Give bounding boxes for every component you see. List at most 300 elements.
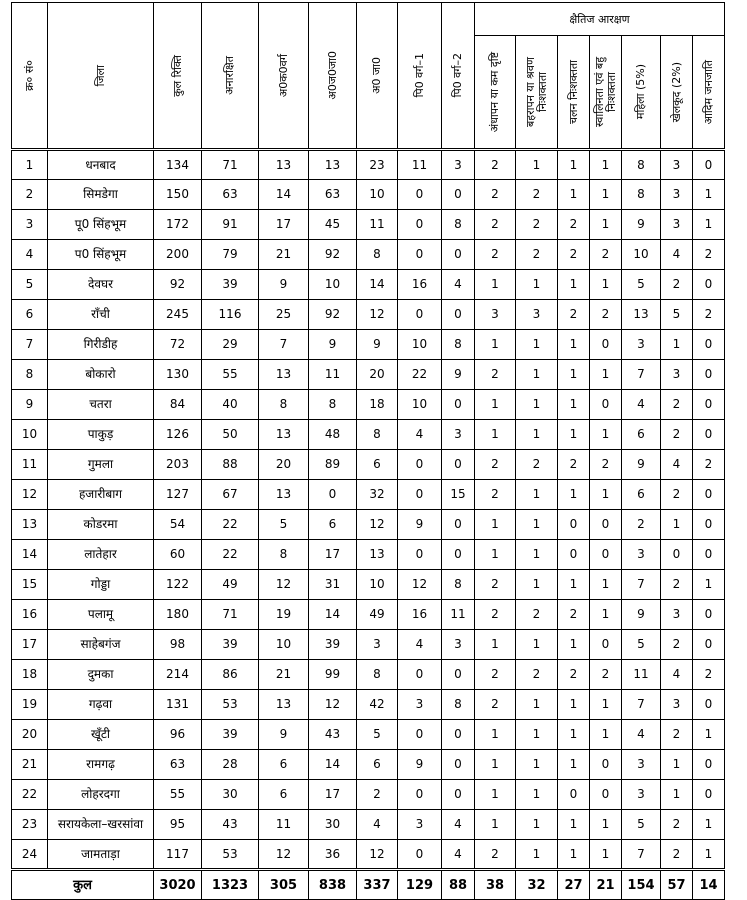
serial-cell: 13 [12, 510, 48, 540]
value-cell: 55 [202, 360, 259, 390]
value-cell: 13 [622, 300, 661, 330]
value-cell: 29 [202, 330, 259, 360]
value-cell: 1 [475, 510, 516, 540]
table-row [12, 840, 725, 870]
district-cell: धनबाद [48, 150, 154, 180]
value-cell: 1 [590, 570, 622, 600]
value-cell: 3 [516, 300, 558, 330]
value-cell: 1 [475, 330, 516, 360]
value-cell: 0 [398, 240, 442, 270]
value-cell: 9 [622, 210, 661, 240]
value-cell: 4 [442, 840, 475, 870]
total-cell: 1323 [202, 870, 259, 900]
table-row [12, 330, 725, 360]
value-cell: 0 [398, 300, 442, 330]
value-cell: 91 [202, 210, 259, 240]
value-cell: 0 [693, 390, 725, 420]
value-cell: 79 [202, 240, 259, 270]
value-cell: 2 [475, 660, 516, 690]
value-cell: 7 [622, 690, 661, 720]
value-cell: 0 [590, 390, 622, 420]
serial-cell: 22 [12, 780, 48, 810]
value-cell: 3 [442, 630, 475, 660]
value-cell: 2 [558, 450, 590, 480]
value-cell: 2 [661, 720, 693, 750]
value-cell: 6 [259, 780, 309, 810]
total-cell: 57 [661, 870, 693, 900]
value-cell: 6 [357, 750, 398, 780]
table-row [12, 780, 725, 810]
value-cell: 5 [622, 630, 661, 660]
value-cell: 0 [442, 390, 475, 420]
value-cell: 2 [516, 240, 558, 270]
value-cell: 2 [475, 690, 516, 720]
value-cell: 20 [259, 450, 309, 480]
value-cell: 3 [661, 690, 693, 720]
header-unreserved: अनारक्षित [202, 3, 259, 150]
value-cell: 67 [202, 480, 259, 510]
value-cell: 1 [475, 390, 516, 420]
value-cell: 1 [558, 480, 590, 510]
value-cell: 0 [398, 780, 442, 810]
value-cell: 4 [661, 660, 693, 690]
value-cell: 1 [693, 570, 725, 600]
value-cell: 8 [309, 390, 357, 420]
value-cell: 2 [475, 150, 516, 180]
value-cell: 200 [154, 240, 202, 270]
value-cell: 13 [259, 150, 309, 180]
header-horizontal-reservation: क्षैतिज आरक्षण [475, 3, 725, 36]
serial-cell: 6 [12, 300, 48, 330]
value-cell: 2 [475, 180, 516, 210]
value-cell: 8 [442, 330, 475, 360]
value-cell: 1 [516, 420, 558, 450]
value-cell: 25 [259, 300, 309, 330]
value-cell: 12 [259, 840, 309, 870]
value-cell: 12 [357, 840, 398, 870]
value-cell: 92 [309, 300, 357, 330]
value-cell: 8 [357, 420, 398, 450]
value-cell: 14 [259, 180, 309, 210]
value-cell: 116 [202, 300, 259, 330]
serial-cell: 10 [12, 420, 48, 450]
serial-cell: 20 [12, 720, 48, 750]
value-cell: 16 [398, 270, 442, 300]
district-cell: हजारीबाग [48, 480, 154, 510]
value-cell: 5 [259, 510, 309, 540]
value-cell: 0 [442, 540, 475, 570]
value-cell: 1 [558, 330, 590, 360]
value-cell: 18 [357, 390, 398, 420]
value-cell: 49 [202, 570, 259, 600]
value-cell: 4 [661, 240, 693, 270]
value-cell: 88 [202, 450, 259, 480]
header-locomotor: चलन निःशक्तता [558, 36, 590, 150]
value-cell: 122 [154, 570, 202, 600]
district-cell: कोडरमा [48, 510, 154, 540]
value-cell: 1 [516, 390, 558, 420]
value-cell: 3 [622, 330, 661, 360]
value-cell: 0 [590, 750, 622, 780]
value-cell: 43 [309, 720, 357, 750]
value-cell: 2 [475, 840, 516, 870]
value-cell: 1 [558, 570, 590, 600]
value-cell: 12 [259, 570, 309, 600]
value-cell: 3 [398, 810, 442, 840]
value-cell: 1 [693, 840, 725, 870]
value-cell: 2 [475, 480, 516, 510]
serial-cell: 2 [12, 180, 48, 210]
value-cell: 0 [590, 630, 622, 660]
reservation-table [11, 2, 725, 900]
value-cell: 9 [622, 450, 661, 480]
total-cell: 27 [558, 870, 590, 900]
value-cell: 7 [259, 330, 309, 360]
value-cell: 1 [475, 810, 516, 840]
value-cell: 2 [693, 450, 725, 480]
value-cell: 63 [202, 180, 259, 210]
value-cell: 1 [516, 780, 558, 810]
value-cell: 11 [622, 660, 661, 690]
value-cell: 92 [309, 240, 357, 270]
value-cell: 0 [590, 540, 622, 570]
value-cell: 1 [590, 810, 622, 840]
value-cell: 2 [475, 210, 516, 240]
table-row [12, 300, 725, 330]
value-cell: 53 [202, 690, 259, 720]
value-cell: 0 [693, 360, 725, 390]
value-cell: 172 [154, 210, 202, 240]
value-cell: 11 [398, 150, 442, 180]
district-cell: पाकुड़ [48, 420, 154, 450]
value-cell: 2 [661, 840, 693, 870]
value-cell: 10 [622, 240, 661, 270]
value-cell: 30 [202, 780, 259, 810]
table-row [12, 210, 725, 240]
value-cell: 1 [590, 180, 622, 210]
value-cell: 10 [357, 570, 398, 600]
value-cell: 130 [154, 360, 202, 390]
table-row [12, 390, 725, 420]
value-cell: 32 [357, 480, 398, 510]
serial-cell: 1 [12, 150, 48, 180]
value-cell: 2 [475, 600, 516, 630]
value-cell: 1 [661, 510, 693, 540]
value-cell: 9 [259, 720, 309, 750]
district-cell: जामताड़ा [48, 840, 154, 870]
value-cell: 20 [357, 360, 398, 390]
value-cell: 42 [357, 690, 398, 720]
total-cell: 129 [398, 870, 442, 900]
value-cell: 1 [516, 570, 558, 600]
serial-cell: 15 [12, 570, 48, 600]
value-cell: 3 [661, 150, 693, 180]
value-cell: 1 [590, 270, 622, 300]
value-cell: 84 [154, 390, 202, 420]
value-cell: 7 [622, 840, 661, 870]
value-cell: 3 [442, 420, 475, 450]
value-cell: 60 [154, 540, 202, 570]
value-cell: 2 [357, 780, 398, 810]
table-row [12, 420, 725, 450]
value-cell: 2 [558, 600, 590, 630]
value-cell: 2 [661, 630, 693, 660]
value-cell: 126 [154, 420, 202, 450]
value-cell: 22 [398, 360, 442, 390]
serial-cell: 24 [12, 840, 48, 870]
value-cell: 8 [259, 540, 309, 570]
value-cell: 1 [590, 600, 622, 630]
value-cell: 10 [357, 180, 398, 210]
value-cell: 31 [309, 570, 357, 600]
district-cell: दुमका [48, 660, 154, 690]
value-cell: 1 [475, 540, 516, 570]
value-cell: 1 [558, 720, 590, 750]
value-cell: 1 [558, 180, 590, 210]
value-cell: 8 [442, 690, 475, 720]
value-cell: 0 [693, 600, 725, 630]
district-cell: सिमडेगा [48, 180, 154, 210]
serial-cell: 14 [12, 540, 48, 570]
value-cell: 17 [309, 540, 357, 570]
value-cell: 9 [622, 600, 661, 630]
value-cell: 2 [558, 660, 590, 690]
value-cell: 0 [693, 750, 725, 780]
value-cell: 1 [661, 780, 693, 810]
serial-cell: 17 [12, 630, 48, 660]
district-cell: प0 सिंहभूम [48, 240, 154, 270]
value-cell: 0 [398, 660, 442, 690]
value-cell: 1 [590, 420, 622, 450]
district-cell: लोहरदगा [48, 780, 154, 810]
value-cell: 11 [309, 360, 357, 390]
table-row [12, 720, 725, 750]
value-cell: 48 [309, 420, 357, 450]
value-cell: 117 [154, 840, 202, 870]
value-cell: 17 [259, 210, 309, 240]
district-cell: गुमला [48, 450, 154, 480]
value-cell: 63 [309, 180, 357, 210]
value-cell: 1 [590, 480, 622, 510]
value-cell: 0 [398, 180, 442, 210]
serial-cell: 4 [12, 240, 48, 270]
district-cell: बोकारो [48, 360, 154, 390]
value-cell: 2 [661, 570, 693, 600]
value-cell: 3 [475, 300, 516, 330]
value-cell: 8 [259, 390, 309, 420]
value-cell: 2 [558, 300, 590, 330]
table-row [12, 480, 725, 510]
value-cell: 15 [442, 480, 475, 510]
value-cell: 13 [309, 150, 357, 180]
value-cell: 10 [259, 630, 309, 660]
value-cell: 214 [154, 660, 202, 690]
value-cell: 0 [693, 630, 725, 660]
value-cell: 7 [622, 570, 661, 600]
total-cell: 154 [622, 870, 661, 900]
value-cell: 21 [259, 660, 309, 690]
value-cell: 13 [259, 360, 309, 390]
table-row [12, 360, 725, 390]
value-cell: 2 [693, 660, 725, 690]
value-cell: 1 [590, 690, 622, 720]
value-cell: 3 [622, 540, 661, 570]
value-cell: 3 [622, 780, 661, 810]
serial-cell: 8 [12, 360, 48, 390]
value-cell: 0 [442, 780, 475, 810]
value-cell: 0 [693, 420, 725, 450]
value-cell: 2 [516, 210, 558, 240]
value-cell: 2 [661, 270, 693, 300]
header-st: अ0 जा0 [357, 3, 398, 150]
total-cell: 838 [309, 870, 357, 900]
header-bc1: पि0 वर्ग–1 [398, 3, 442, 150]
value-cell: 2 [475, 570, 516, 600]
district-cell: सरायकेला–खरसांवा [48, 810, 154, 840]
value-cell: 2 [475, 450, 516, 480]
value-cell: 0 [398, 210, 442, 240]
value-cell: 1 [693, 810, 725, 840]
value-cell: 0 [693, 150, 725, 180]
value-cell: 0 [398, 720, 442, 750]
value-cell: 9 [357, 330, 398, 360]
value-cell: 2 [661, 420, 693, 450]
value-cell: 0 [558, 780, 590, 810]
value-cell: 203 [154, 450, 202, 480]
value-cell: 1 [516, 690, 558, 720]
value-cell: 13 [259, 690, 309, 720]
value-cell: 2 [590, 240, 622, 270]
value-cell: 1 [558, 270, 590, 300]
total-cell: 14 [693, 870, 725, 900]
value-cell: 0 [693, 540, 725, 570]
header-district: जिला [48, 3, 154, 150]
value-cell: 0 [442, 300, 475, 330]
value-cell: 2 [475, 360, 516, 390]
value-cell: 0 [398, 840, 442, 870]
value-cell: 40 [202, 390, 259, 420]
value-cell: 8 [357, 660, 398, 690]
header-deaf: बहरापन या श्रवण निःशक्तता [516, 36, 558, 150]
total-cell: 88 [442, 870, 475, 900]
value-cell: 0 [309, 480, 357, 510]
value-cell: 71 [202, 150, 259, 180]
value-cell: 14 [357, 270, 398, 300]
serial-cell: 12 [12, 480, 48, 510]
value-cell: 12 [357, 510, 398, 540]
table-body [12, 150, 725, 870]
value-cell: 1 [558, 690, 590, 720]
district-cell: खूँटी [48, 720, 154, 750]
value-cell: 3 [442, 150, 475, 180]
value-cell: 1 [558, 390, 590, 420]
value-cell: 0 [398, 540, 442, 570]
value-cell: 1 [516, 750, 558, 780]
value-cell: 39 [202, 720, 259, 750]
header-bc2: पि0 वर्ग–2 [442, 3, 475, 150]
value-cell: 5 [357, 720, 398, 750]
value-cell: 4 [661, 450, 693, 480]
value-cell: 86 [202, 660, 259, 690]
value-cell: 3 [622, 750, 661, 780]
value-cell: 3 [661, 600, 693, 630]
value-cell: 22 [202, 540, 259, 570]
value-cell: 2 [661, 480, 693, 510]
value-cell: 21 [259, 240, 309, 270]
value-cell: 1 [475, 420, 516, 450]
value-cell: 0 [558, 540, 590, 570]
value-cell: 22 [202, 510, 259, 540]
value-cell: 11 [442, 600, 475, 630]
value-cell: 180 [154, 600, 202, 630]
value-cell: 131 [154, 690, 202, 720]
value-cell: 12 [357, 300, 398, 330]
table-row [12, 660, 725, 690]
value-cell: 1 [590, 210, 622, 240]
value-cell: 1 [693, 180, 725, 210]
header-total-vacancy: कुल रिक्ति [154, 3, 202, 150]
value-cell: 49 [357, 600, 398, 630]
table-row [12, 810, 725, 840]
value-cell: 2 [475, 240, 516, 270]
value-cell: 3 [661, 210, 693, 240]
value-cell: 134 [154, 150, 202, 180]
value-cell: 95 [154, 810, 202, 840]
district-cell: गिरीडीह [48, 330, 154, 360]
value-cell: 0 [398, 450, 442, 480]
table-row [12, 750, 725, 780]
value-cell: 0 [442, 240, 475, 270]
table-row [12, 180, 725, 210]
value-cell: 150 [154, 180, 202, 210]
district-cell: रामगढ़ [48, 750, 154, 780]
total-row [12, 870, 725, 900]
value-cell: 6 [622, 480, 661, 510]
value-cell: 6 [259, 750, 309, 780]
value-cell: 245 [154, 300, 202, 330]
value-cell: 13 [259, 420, 309, 450]
value-cell: 14 [309, 750, 357, 780]
value-cell: 0 [442, 660, 475, 690]
value-cell: 2 [558, 240, 590, 270]
header-multiple: स्वालिनता एवं बहु निःशक्तता [590, 36, 622, 150]
district-cell: गढ़वा [48, 690, 154, 720]
value-cell: 0 [590, 510, 622, 540]
table-row [12, 540, 725, 570]
value-cell: 1 [558, 840, 590, 870]
value-cell: 4 [622, 390, 661, 420]
serial-cell: 23 [12, 810, 48, 840]
value-cell: 1 [475, 780, 516, 810]
table-row [12, 450, 725, 480]
value-cell: 10 [309, 270, 357, 300]
value-cell: 13 [259, 480, 309, 510]
header-primitive: आदिम जनजाति [693, 36, 725, 150]
value-cell: 0 [442, 450, 475, 480]
header-sc: अ0ज0जा0 [309, 3, 357, 150]
value-cell: 1 [558, 360, 590, 390]
value-cell: 12 [398, 570, 442, 600]
value-cell: 8 [442, 570, 475, 600]
value-cell: 6 [622, 420, 661, 450]
table-row [12, 570, 725, 600]
value-cell: 6 [309, 510, 357, 540]
serial-cell: 9 [12, 390, 48, 420]
district-cell: देवघर [48, 270, 154, 300]
value-cell: 13 [357, 540, 398, 570]
value-cell: 1 [516, 630, 558, 660]
value-cell: 1 [475, 630, 516, 660]
